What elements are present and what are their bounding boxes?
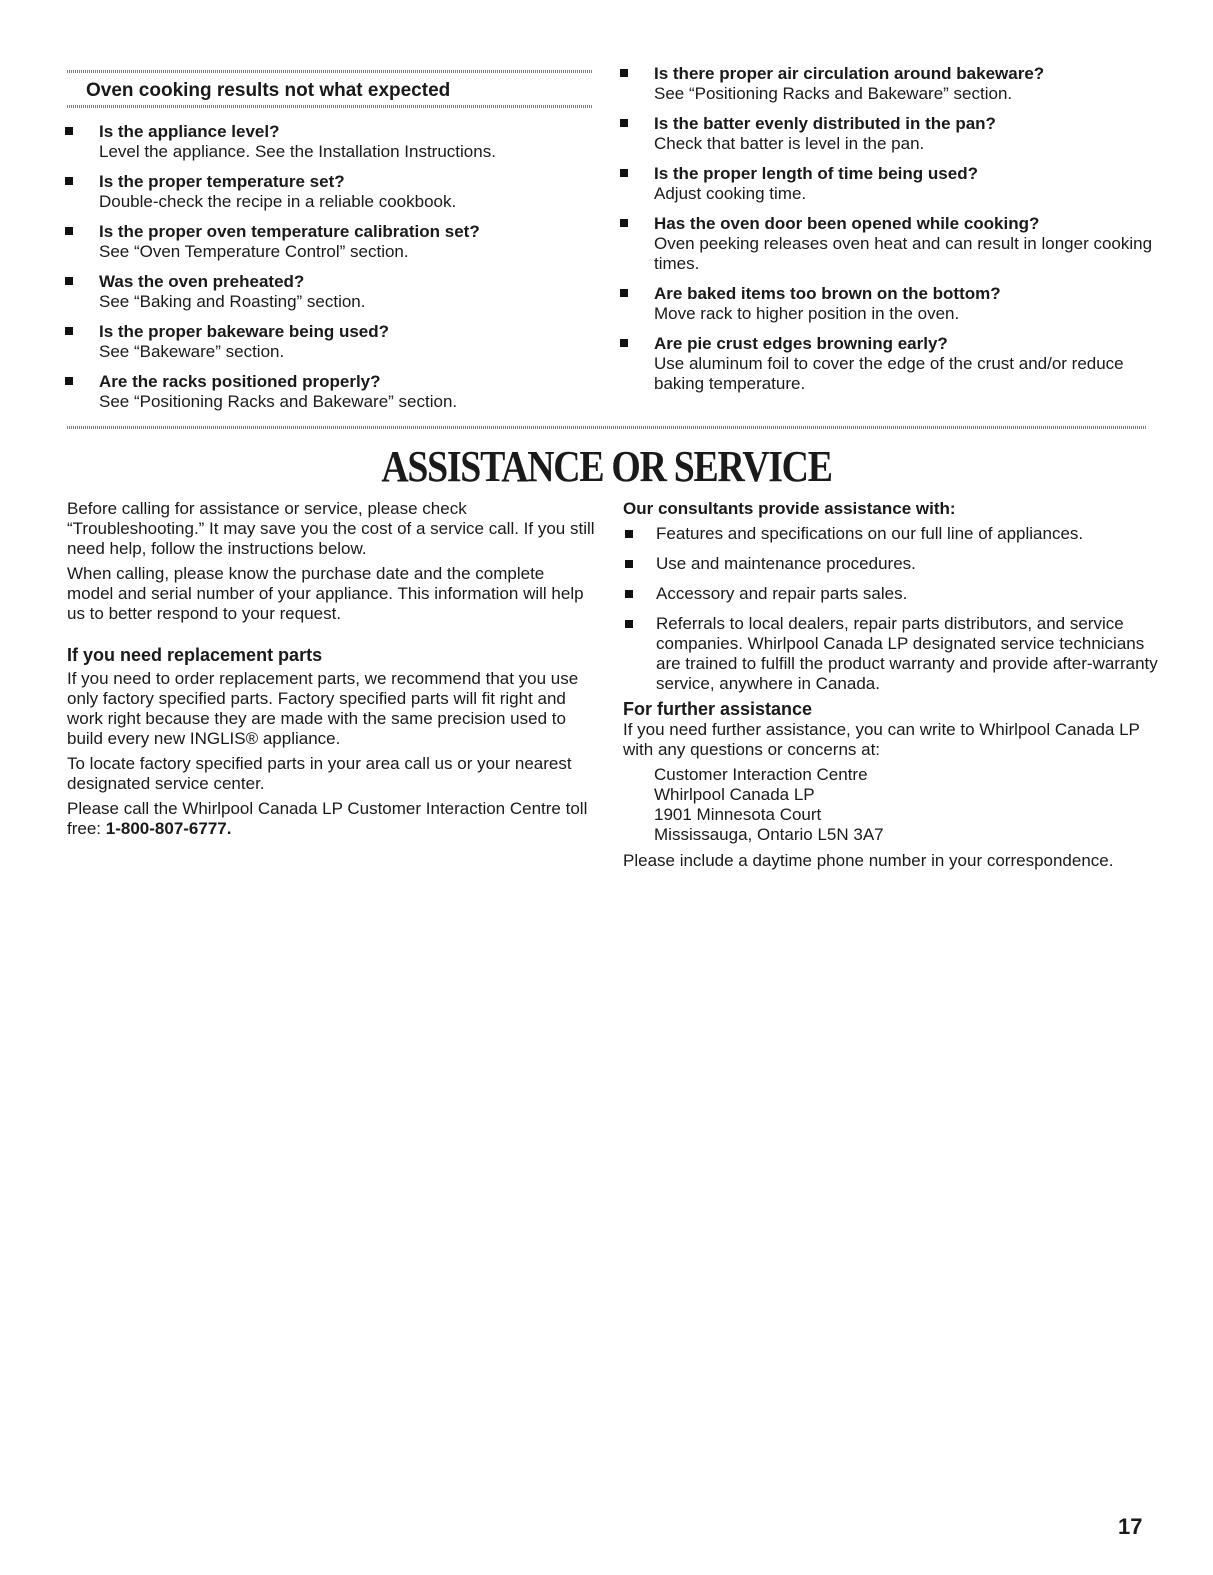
bullet-icon	[625, 530, 633, 538]
bullet-icon	[65, 177, 73, 185]
further-paragraph: If you need further assistance, you can write to Whirlpool Canada LP with any questions or concerns at:	[623, 720, 1140, 759]
intro-paragraph: Before calling for assistance or service, please check “Troubleshooting.” It may save you the cost of a service call. If you still need help, follow the instructions below.	[67, 499, 595, 558]
list-item	[62, 222, 602, 262]
list-item-text: Referrals to local dealers, repair parts distributors, and service companies. Whirlpool Canada LP designated service technicians are trained to fulfill the product warranty and provide after-warranty service, anywhere in Canada.	[656, 614, 1158, 693]
closing-paragraph: Please include a daytime phone number in your correspondence.	[623, 851, 1114, 870]
bullet-icon	[620, 219, 628, 227]
question: Is the proper oven temperature calibration set?	[99, 222, 480, 241]
answer: Check that batter is level in the pan.	[654, 134, 925, 153]
list-item	[623, 554, 1163, 574]
question: Is the batter evenly distributed in the pan?	[654, 114, 996, 133]
question: Are the racks positioned properly?	[99, 372, 381, 391]
list-item	[617, 114, 1157, 154]
question: Are pie crust edges browning early?	[654, 334, 948, 353]
bullet-icon	[625, 590, 633, 598]
list-item-text: Features and specifications on our full line of appliances.	[656, 524, 1084, 543]
list-item	[617, 214, 1157, 274]
list-item	[62, 372, 602, 412]
question: Is the proper bakeware being used?	[99, 322, 390, 341]
answer: Use aluminum foil to cover the edge of the crust and/or reduce baking temperature.	[654, 354, 1124, 393]
address-line: Customer Interaction Centre	[654, 765, 868, 784]
assistance-right-column	[623, 499, 1163, 871]
page-number: 17	[1118, 1514, 1143, 1539]
address-line: Whirlpool Canada LP	[654, 785, 815, 804]
phone-number: 1-800-807-6777.	[105, 819, 232, 838]
address-line: Mississauga, Ontario L5N 3A7	[654, 825, 884, 844]
answer: Double-check the recipe in a reliable cookbook.	[99, 192, 457, 211]
bullet-icon	[65, 377, 73, 385]
consultants-list	[623, 524, 1163, 694]
section-heading: Oven cooking results not what expected	[86, 80, 451, 101]
further-heading: For further assistance	[623, 699, 813, 719]
list-item	[617, 164, 1157, 204]
answer: Oven peeking releases oven heat and can result in longer cooking times.	[654, 234, 1153, 273]
answer: See “Baking and Roasting” section.	[99, 292, 366, 311]
answer: See “Oven Temperature Control” section.	[99, 242, 409, 261]
consultants-heading: Our consultants provide assistance with:	[623, 499, 956, 518]
call-paragraph	[67, 799, 595, 839]
bullet-icon	[620, 289, 628, 297]
troubleshooting-left-list	[62, 122, 602, 412]
bullet-icon	[65, 277, 73, 285]
list-item	[62, 172, 602, 212]
question: Has the oven door been opened while cooking?	[654, 214, 1040, 233]
question: Is the proper temperature set?	[99, 172, 345, 191]
bullet-icon	[65, 127, 73, 135]
bullet-icon	[625, 620, 633, 628]
question: Is the appliance level?	[99, 122, 280, 141]
address-line: 1901 Minnesota Court	[654, 805, 822, 824]
bullet-icon	[620, 119, 628, 127]
list-item	[62, 272, 602, 312]
list-item	[623, 614, 1163, 694]
question: Is there proper air circulation around bakeware?	[654, 64, 1045, 83]
question: Are baked items too brown on the bottom?	[654, 284, 1001, 303]
troubleshooting-right-column	[617, 64, 1157, 394]
bullet-icon	[620, 69, 628, 77]
troubleshooting-left-column	[62, 80, 602, 412]
answer: See “Positioning Racks and Bakeware” section.	[654, 84, 1013, 103]
list-item-text: Accessory and repair parts sales.	[656, 584, 908, 603]
parts-paragraph: If you need to order replacement parts, we recommend that you use only factory specified parts. Factory specified parts will fit right and work right because they are made with the same precision used to build every new INGLIS® appliance.	[67, 669, 579, 748]
troubleshooting-right-list	[617, 64, 1157, 394]
list-item	[62, 122, 602, 162]
bullet-icon	[620, 169, 628, 177]
parts-paragraph: To locate factory specified parts in your area call us or your nearest designated service center.	[67, 754, 572, 793]
answer: See “Bakeware” section.	[99, 342, 285, 361]
answer: Adjust cooking time.	[654, 184, 807, 203]
bullet-icon	[65, 327, 73, 335]
answer: Level the appliance. See the Installation Instructions.	[99, 142, 496, 161]
intro-paragraph: When calling, please know the purchase date and the complete model and serial number of your appliance. This information will help us to better respond to your request.	[67, 564, 584, 623]
question: Is the proper length of time being used?	[654, 164, 978, 183]
answer: Move rack to higher position in the oven.	[654, 304, 960, 323]
list-item	[617, 64, 1157, 104]
list-item	[617, 334, 1157, 394]
assistance-left-column	[67, 499, 595, 839]
page-title: ASSISTANCE OR SERVICE	[381, 442, 832, 491]
heading-top-rule	[67, 70, 592, 73]
answer: See “Positioning Racks and Bakeware” section.	[99, 392, 458, 411]
list-item	[617, 284, 1157, 324]
parts-heading: If you need replacement parts	[67, 645, 323, 665]
list-item	[62, 322, 602, 362]
bullet-icon	[65, 227, 73, 235]
question: Was the oven preheated?	[99, 272, 305, 291]
list-item	[623, 524, 1163, 544]
section-separator	[67, 426, 1147, 429]
list-item	[623, 584, 1163, 604]
mailing-address	[623, 765, 1163, 845]
bullet-icon	[625, 560, 633, 568]
bullet-icon	[620, 339, 628, 347]
call-text: Please call the Whirlpool Canada LP Customer Interaction Centre toll free:	[67, 799, 588, 838]
list-item-text: Use and maintenance procedures.	[656, 554, 916, 573]
